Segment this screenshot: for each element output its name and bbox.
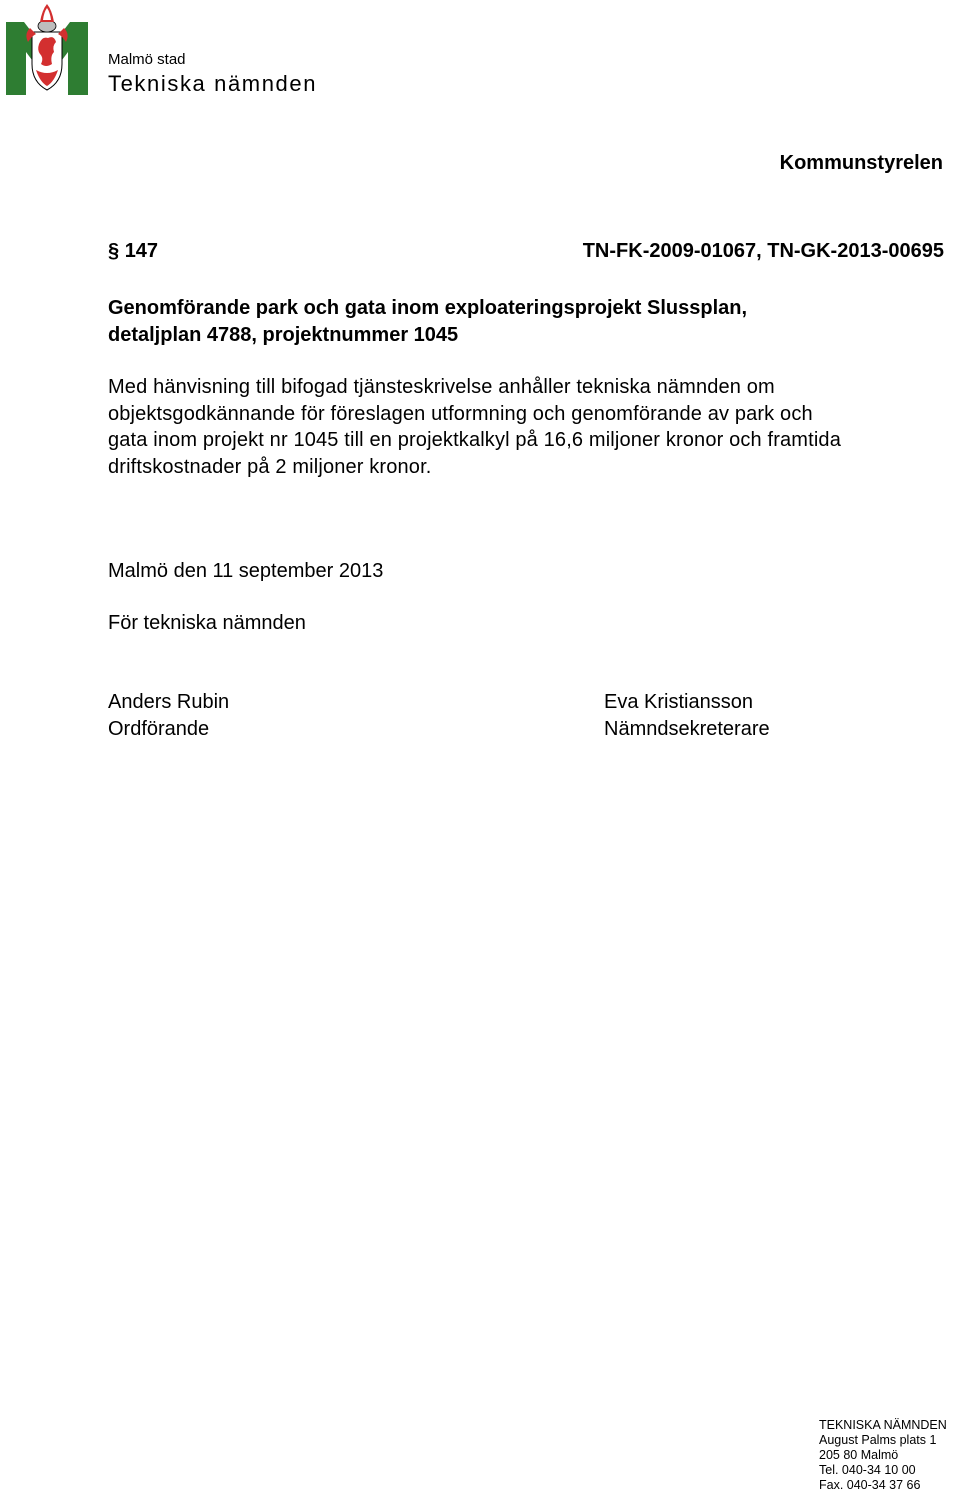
- organization-name: Malmö stad: [108, 51, 186, 68]
- subject-line: Genomförande park och gata inom exploateringsprojekt Slussplan,: [108, 297, 748, 319]
- paragraph-number-value: 147: [124, 240, 159, 262]
- signature-right: [604, 689, 770, 742]
- body-line: Med hänvisning till bifogad tjänsteskrivelse anhåller tekniska nämnden om: [108, 376, 775, 398]
- signatory-title: Nämndsekreterare: [604, 717, 770, 740]
- footer-postal: 205 80 Malmö: [819, 1448, 899, 1462]
- signature-left: [108, 689, 229, 742]
- reference-numbers: TN-FK-2009-01067, TN-GK-2013-00695: [582, 240, 944, 262]
- footer-address: August Palms plats 1: [819, 1433, 937, 1447]
- place-date: Malmö den 11 september 2013: [108, 560, 384, 582]
- body-line: driftskostnader på 2 miljoner kronor.: [108, 455, 432, 478]
- paragraph-header: [108, 237, 944, 265]
- footer-org: TEKNISKA NÄMNDEN: [819, 1418, 947, 1432]
- footer-contact: [819, 1418, 947, 1493]
- signatory-title: Ordförande: [108, 717, 210, 740]
- signatory-name: Eva Kristiansson: [604, 691, 753, 713]
- body-text: [108, 374, 948, 480]
- paragraph-number: § 147: [108, 240, 159, 262]
- for-board: För tekniska nämnden: [108, 612, 306, 634]
- department-name: Tekniska nämnden: [108, 71, 318, 96]
- malmo-coat-of-arms-icon: [6, 2, 88, 95]
- subject-line: detaljplan 4788, projektnummer 1045: [108, 323, 459, 346]
- recipient: Kommunstyrelen: [779, 152, 943, 174]
- body-line: objektsgodkännande för föreslagen utformning och genomförande av park och: [108, 402, 813, 425]
- signatory-name: Anders Rubin: [108, 691, 230, 713]
- body-line: gata inom projekt nr 1045 till en projektkalkyl på 16,6 miljoner kronor och framtida: [108, 429, 841, 451]
- subject-heading: [108, 295, 928, 348]
- footer-fax: Fax. 040-34 37 66: [819, 1478, 921, 1492]
- footer-phone: Tel. 040-34 10 00: [819, 1463, 916, 1477]
